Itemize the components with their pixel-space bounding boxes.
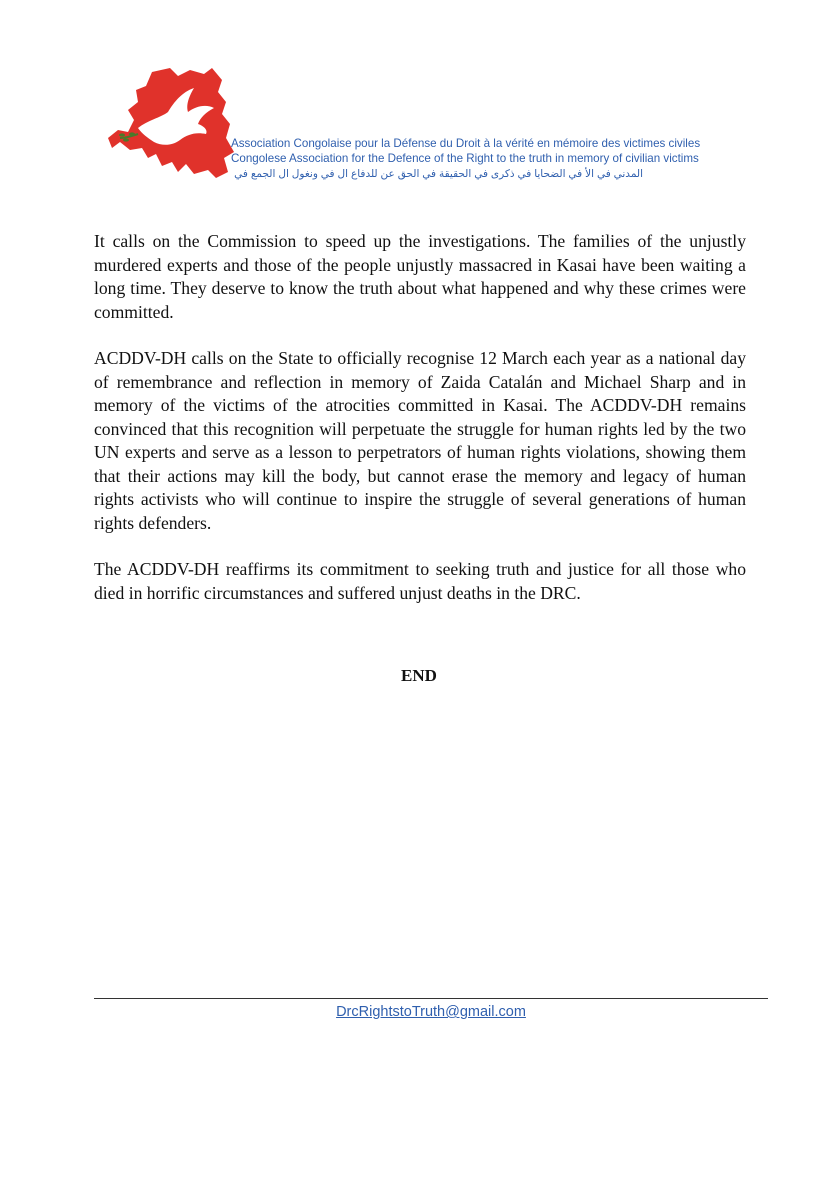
org-name-arabic: المدني في الأ في الضحايا في ذكرى في الحقيقة في الحق عن للدفاع ال في ونغول ال الجمع في — [234, 168, 643, 180]
contact-email-link[interactable]: DrcRightstoTruth@gmail.com — [336, 1004, 526, 1020]
paragraph: The ACDDV-DH reaffirms its commitment to seeking truth and justice for all those who died in horrific circumstances and suffered unjust deaths in the DRC. — [94, 559, 746, 603]
paragraph: ACDDV-DH calls on the State to officially recognise 12 March each year as a national day of remembrance and reflection in memory of Zaida Catalán and Michael Sharp and in memory of the victims of the atrocities committed in Kasai. The ACDDV-DH remains convinced that this recognition will perpetuate the struggle for human rights led by the two UN experts and serve as a lesson to perpetrators of human rights violations, showing them that their actions may kill the body, but cannot erase the memory and legacy of human rights activists who will continue to inspire the struggle of several generations of human rights defenders. — [94, 348, 746, 533]
footer-divider — [94, 998, 768, 999]
paragraph: It calls on the Commission to speed up the investigations. The families of the unjustly murdered experts and those of the people unjustly massacred in Kasai have been waiting a long time. They deserve to know the truth about what happened and why these crimes were committed. — [94, 231, 746, 322]
org-name-french: Association Congolaise pour la Défense du Droit à la vérité en mémoire des victimes civiles — [231, 137, 701, 150]
end-marker: END — [401, 666, 437, 685]
organization-names — [231, 136, 700, 182]
document-body — [94, 230, 746, 628]
organization-logo — [108, 62, 248, 192]
letterhead — [108, 62, 748, 202]
org-name-english: Congolese Association for the Defence of the Right to the truth in memory of civilian victims — [231, 152, 699, 165]
